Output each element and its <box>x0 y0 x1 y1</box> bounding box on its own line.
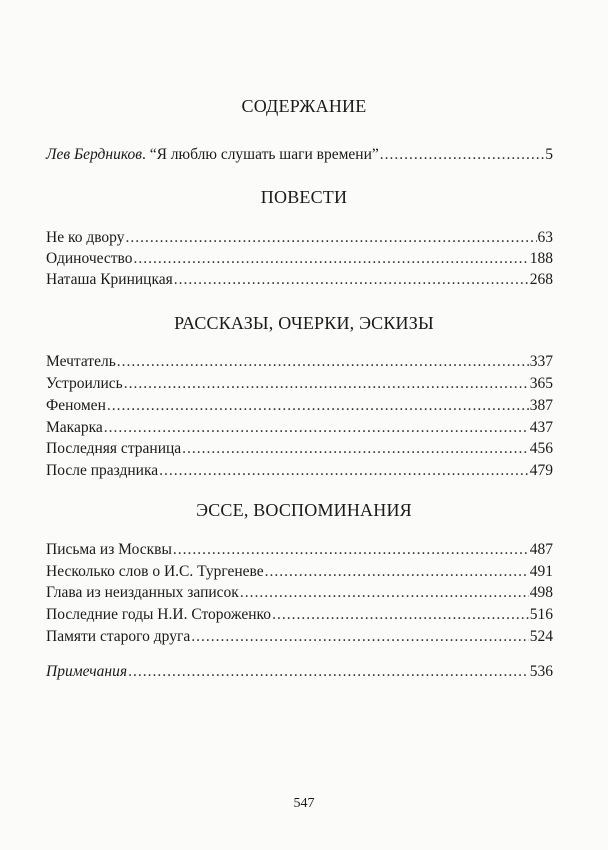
leader-dots <box>124 375 529 393</box>
leader-dots <box>174 271 529 289</box>
leader-dots <box>117 353 529 371</box>
entry-page: 268 <box>529 271 553 288</box>
leader-dots <box>173 541 529 559</box>
entry-title: Не ко двору <box>46 229 125 246</box>
toc-entry <box>46 419 553 439</box>
entry-title: Памяти старого друга <box>46 628 191 645</box>
toc-entry <box>46 397 553 417</box>
toc-entry <box>46 353 553 373</box>
leader-dots <box>125 229 536 247</box>
toc-entry <box>46 462 553 482</box>
leader-dots <box>159 462 529 480</box>
entry-title: Мечтатель <box>46 353 116 370</box>
entry-title-text: . “Я люблю слушать шаги времени” <box>141 146 379 163</box>
entry-page: 188 <box>529 250 553 267</box>
toc-entry <box>46 375 553 395</box>
toc-entry <box>46 563 553 583</box>
leader-dots <box>240 584 529 602</box>
entry-title: Феномен <box>46 397 106 414</box>
entry-title: Последние годы Н.И. Стороженко <box>46 606 272 623</box>
toc-entry-notes <box>46 663 553 683</box>
toc-heading: СОДЕРЖАНИЕ <box>241 96 367 116</box>
entry-page: 5 <box>545 146 553 163</box>
leader-dots <box>107 397 529 415</box>
entry-page: 365 <box>529 375 553 392</box>
page-number: 547 <box>293 796 315 811</box>
entry-title: Примечания <box>46 663 128 680</box>
leader-dots <box>104 419 529 437</box>
entry-title: Несколько слов о И.С. Тургеневе <box>46 563 264 580</box>
entry-title: Макарка <box>46 419 103 436</box>
entry-page: 498 <box>529 584 553 601</box>
toc-entry <box>46 606 553 626</box>
entry-page: 491 <box>529 563 553 580</box>
entry-page: 456 <box>529 440 553 457</box>
entry-page: 337 <box>529 353 553 370</box>
section-heading-rasskazy: РАССКАЗЫ, ОЧЕРКИ, ЭСКИЗЫ <box>174 313 434 333</box>
leader-dots <box>191 628 529 646</box>
entry-page: 63 <box>537 229 553 246</box>
leader-dots <box>182 440 529 458</box>
entry-page: 516 <box>529 606 553 623</box>
leader-dots <box>134 250 529 268</box>
section-heading-esse: ЭССЕ, ВОСПОМИНАНИЯ <box>196 500 412 520</box>
entry-title: Письма из Москвы <box>46 541 172 558</box>
entry-title: Наташа Криницкая <box>46 271 173 288</box>
leader-dots <box>380 146 544 164</box>
toc-entry <box>46 250 553 270</box>
section-heading-povesti: ПОВЕСТИ <box>260 187 348 207</box>
entry-author: Лев Бердников <box>46 146 142 163</box>
entry-page: 437 <box>529 419 553 436</box>
leader-dots <box>272 606 529 624</box>
toc-entry <box>46 628 553 648</box>
toc-entry <box>46 271 553 291</box>
leader-dots <box>265 563 529 581</box>
toc-entry <box>46 440 553 460</box>
entry-title <box>46 146 379 164</box>
entry-title: Последняя страница <box>46 440 182 457</box>
toc-entry <box>46 541 553 561</box>
entry-title: Устроились <box>46 375 123 392</box>
entry-title: Одиночество <box>46 250 133 267</box>
entry-title: Глава из неизданных записок <box>46 584 239 601</box>
entry-page: 387 <box>529 397 553 414</box>
toc-entry-intro <box>46 146 553 166</box>
leader-dots <box>128 663 529 681</box>
entry-page: 524 <box>529 628 553 645</box>
entry-page: 536 <box>529 663 553 680</box>
toc-entry <box>46 229 553 249</box>
entry-page: 487 <box>529 541 553 558</box>
entry-title: После праздника <box>46 462 159 479</box>
toc-entry <box>46 584 553 604</box>
entry-page: 479 <box>529 462 553 479</box>
